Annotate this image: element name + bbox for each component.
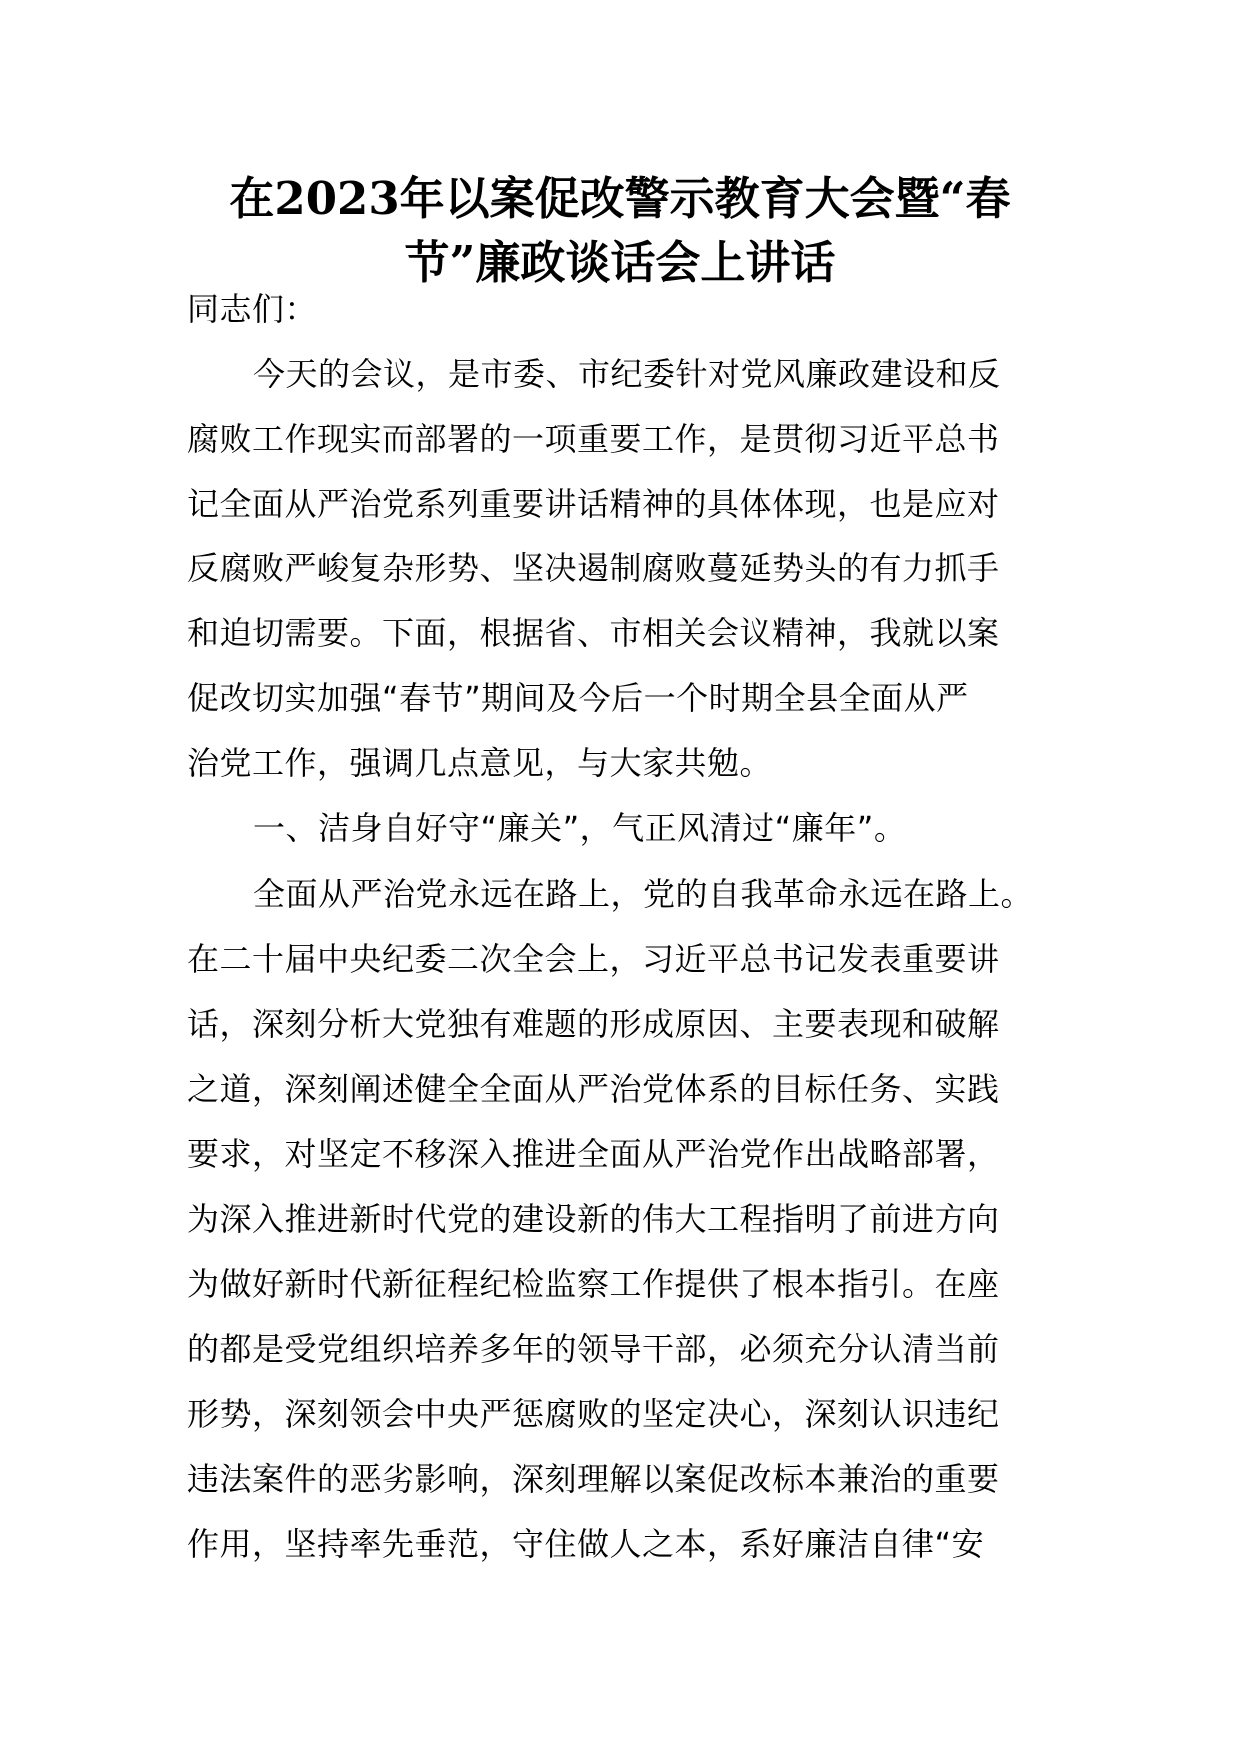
- body-line: 在二十届中央纪委二次全会上，习近平总书记发表重要讲: [187, 940, 1000, 978]
- body-line: 全面从严治党永远在路上，党的自我革命永远在路上。: [253, 875, 1034, 913]
- section-heading: 一、洁身自好守“廉关”，气正风清过“廉年”。: [253, 809, 907, 847]
- body-line: 腐败工作现实而部署的一项重要工作，是贯彻习近平总书: [187, 420, 1000, 458]
- document-title-line-2: 节”廉政谈话会上讲话: [404, 236, 836, 289]
- body-line: 和迫切需要。下面，根据省、市相关会议精神，我就以案: [187, 614, 1000, 652]
- body-line: 作用，坚持率先垂范，守住做人之本，系好廉洁自律“安: [187, 1525, 985, 1563]
- body-line: 之道，深刻阐述健全全面从严治党体系的目标任务、实践: [187, 1070, 1000, 1108]
- body-line: 促改切实加强“春节”期间及今后一个时期全县全面从严: [187, 679, 969, 717]
- body-line: 今天的会议，是市委、市纪委针对党风廉政建设和反: [253, 355, 1001, 393]
- body-line: 记全面从严治党系列重要讲话精神的具体体现，也是应对: [187, 485, 1000, 523]
- body-line: 违法案件的恶劣影响，深刻理解以案促改标本兼治的重要: [187, 1460, 1000, 1498]
- body-line: 为做好新时代新征程纪检监察工作提供了根本指引。在座: [187, 1265, 1000, 1303]
- body-line: 形势，深刻领会中央严惩腐败的坚定决心，深刻认识违纪: [187, 1395, 1000, 1433]
- body-line: 要求，对坚定不移深入推进全面从严治党作出战略部署，: [187, 1135, 1000, 1173]
- body-line: 治党工作，强调几点意见，与大家共勉。: [187, 744, 773, 782]
- document-title-line-1: 在2023年以案促改警示教育大会暨“春: [229, 172, 1011, 225]
- body-line: 的都是受党组织培养多年的领导干部，必须充分认清当前: [187, 1330, 1000, 1368]
- body-line: 话，深刻分析大党独有难题的形成原因、主要表现和破解: [187, 1005, 1000, 1043]
- salutation: 同志们：: [187, 290, 318, 328]
- body-line: 为深入推进新时代党的建设新的伟大工程指明了前进方向: [187, 1200, 1000, 1238]
- body-line: 反腐败严峻复杂形势、坚决遏制腐败蔓延势头的有力抓手: [187, 549, 1000, 587]
